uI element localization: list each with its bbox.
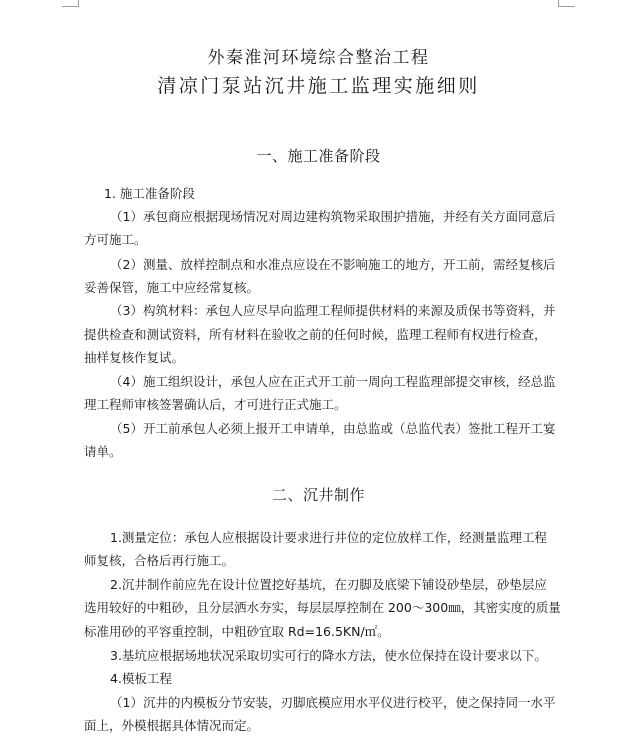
paragraph-line: （1）承包商应根据现场情况对周边建构筑物采取围护措施，并经有关方面同意后	[110, 209, 556, 224]
document-title-line1: 外秦淮河环境综合整治工程	[207, 48, 430, 68]
paragraph-line: 提供检查和测试资料，所有材料在验收之前的任何时候，监理工程师有权进行检查，	[84, 327, 547, 342]
paragraph-line: 1.测量定位：承包人应根据设计要求进行井位的定位放样工作，经测量监理工程	[110, 530, 547, 545]
page-corner-mark-right	[558, 0, 575, 7]
paragraph-line: 抽样复核作复试。	[84, 350, 185, 365]
paragraph-line: 请单。	[84, 444, 122, 459]
paragraph-line: 4.模板工程	[110, 671, 172, 686]
paragraph-line: （3）构筑材料：承包人应尽早向监理工程师提供材料的来源及质保书等资料，并	[110, 303, 556, 318]
paragraph-line: 师复核，合格后再行施工。	[84, 553, 235, 568]
paragraph-line: 选用较好的中粗砂，且分层洒水夯实，每层层厚控制在 200～300㎜，其密实度的质量	[84, 600, 561, 615]
paragraph-line: 标准用砂的平容重控制，中粗砂宜取 Rd=16.5KN/㎡。	[84, 624, 390, 639]
document-title-line2: 清凉门泵站沉井施工监理实施细则	[157, 75, 480, 97]
sub-heading-1: 1. 施工准备阶段	[104, 186, 195, 201]
paragraph-line: （4）施工组织设计，承包人应在正式开工前一周向工程监理部提交审核，经总监	[110, 374, 556, 389]
paragraph-line: （1）沉井的内模板分节安装，刃脚底模应用水平仪进行校平，使之保持同一水平	[110, 695, 556, 710]
paragraph-line: 妥善保管，施工中应经常复核。	[84, 280, 260, 295]
section-heading-2: 二、沉井制作	[271, 486, 365, 504]
paragraph-line: 理工程师审核签署确认后，才可进行正式施工。	[84, 397, 347, 412]
paragraph-line: （2）测量、放样控制点和水准点应设在不影响施工的地方，开工前，需经复核后	[110, 257, 556, 272]
paragraph-line: 2.沉井制作前应先在设计位置挖好基坑，在刃脚及底梁下铺设砂垫层，砂垫层应	[110, 577, 547, 592]
paragraph-line: （5）开工前承包人必须上报开工申请单，由总监或（总监代表）签批工程开工宴	[110, 421, 556, 436]
paragraph-line: 方可施工。	[84, 232, 147, 247]
paragraph-line: 3.基坑应根据场地状况采取切实可行的降水方法，使水位保持在设计要求以下。	[110, 648, 547, 663]
paragraph-line: 面上，外模根据具体情况而定。	[84, 718, 260, 733]
section-heading-1: 一、施工准备阶段	[256, 147, 381, 165]
page-corner-mark-left	[62, 0, 79, 7]
